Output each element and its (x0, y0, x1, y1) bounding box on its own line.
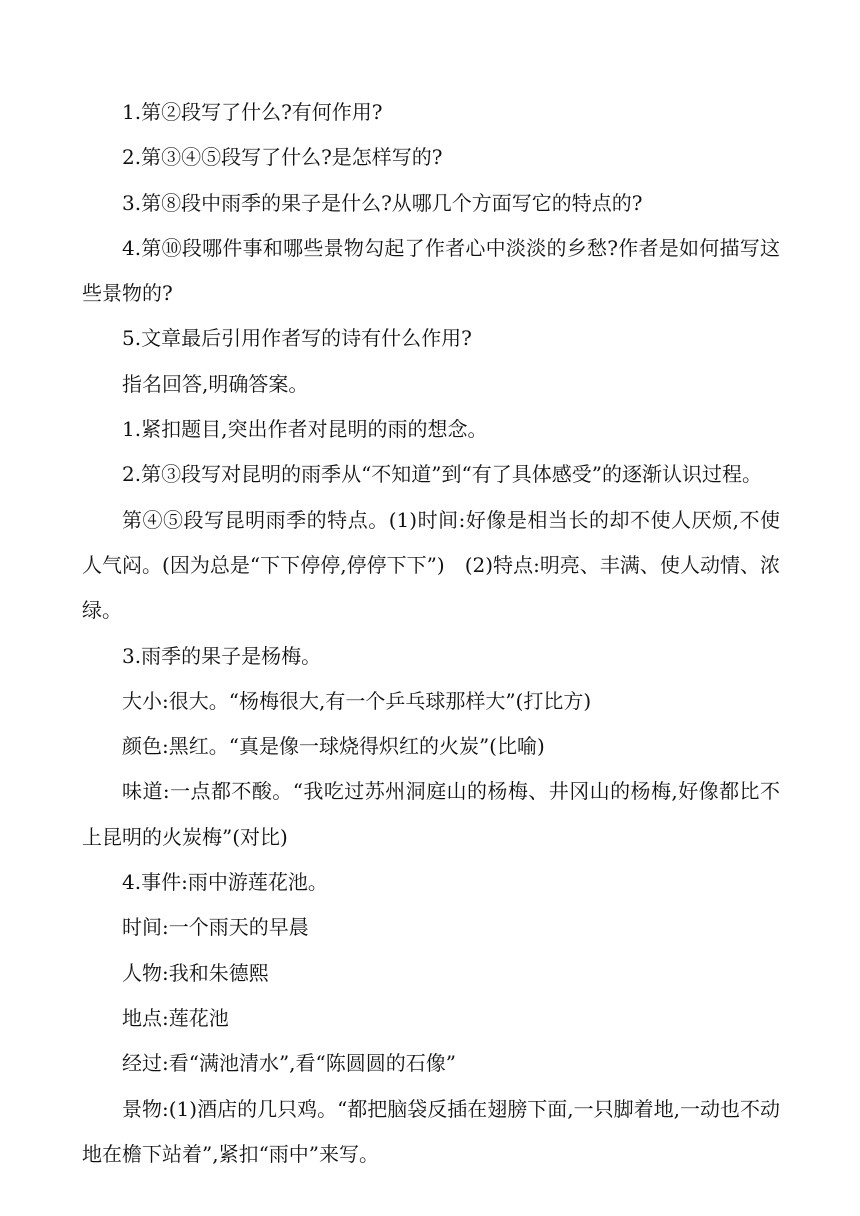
question-3: 3.第⑧段中雨季的果子是什么?从哪几个方面写它的特点的? (122, 190, 643, 215)
answer-2: 2.第③段写对昆明的雨季从“不知道”到“有了具体感受”的逐渐认识过程。 (122, 462, 762, 487)
question-5: 5.文章最后引用作者写的诗有什么作用? (122, 326, 472, 351)
answer-4: 4.事件:雨中游莲花池。 (122, 870, 328, 895)
question-2: 2.第③④⑤段写了什么?是怎样写的? (122, 145, 443, 170)
question-1: 1.第②段写了什么?有何作用? (122, 100, 383, 124)
answer-3: 3.雨季的果子是杨梅。 (122, 643, 322, 668)
answer-3-size: 大小:很大。“杨梅很大,有一个乒乓球那样大”(打比方) (122, 688, 592, 713)
answer-4-scenery: 景物:(1)酒店的几只鸡。“都把脑袋反插在翅膀下面,一只脚着地,一动也不动地在檐下站着”,紧扣“雨中”来写。 (82, 1096, 781, 1166)
answer-4-people: 人物:我和朱德熙 (122, 960, 269, 985)
answer-3-color: 颜色:黑红。“真是像一球烧得炽红的火炭”(比喻) (122, 734, 545, 759)
answer-4-place: 地点:莲花池 (122, 1005, 229, 1030)
answer-3-taste: 味道:一点都不酸。“我吃过苏州洞庭山的杨梅、井冈山的杨梅,好像都比不上昆明的火炭梅”(对比) (82, 779, 780, 849)
answer-2-continued: 第④⑤段写昆明雨季的特点。(1)时间:好像是相当长的却不使人厌烦,不使人气闷。(因为总是“下下停停,停停下下”) (2)特点:明亮、丰满、使人动情、浓绿。 (82, 507, 780, 623)
answer-1: 1.紧扣题目,突出作者对昆明的雨的想念。 (122, 417, 488, 442)
answer-4-process: 经过:看“满池清水”,看“陈圆圆的石像” (122, 1051, 456, 1076)
answer-4-time: 时间:一个雨天的早晨 (122, 915, 309, 940)
instruction-line: 指名回答,明确答案。 (122, 371, 309, 396)
question-4: 4.第⑩段哪件事和哪些景物勾起了作者心中淡淡的乡愁?作者是如何描写这些景物的? (82, 235, 780, 306)
